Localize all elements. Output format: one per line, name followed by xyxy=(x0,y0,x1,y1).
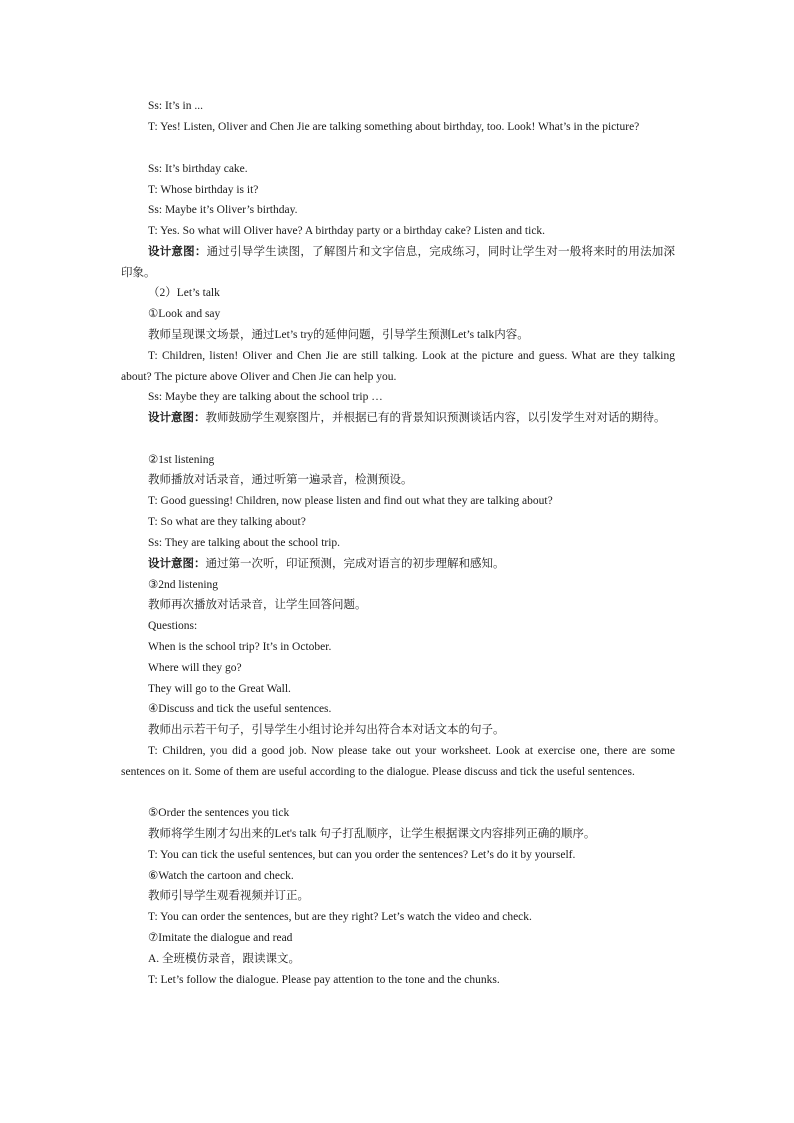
text-line: Ss: Maybe they are talking about the school trip … xyxy=(148,391,383,403)
text-line: 教师呈现课文场景，通过Let’s try的延伸问题，引导学生预测Let’s talk内容。 xyxy=(148,329,529,341)
text-paragraph: T: Children, you did a good job. Now please take out your worksheet. Look at exercise one, there are some sentences on it. Some of them are useful according to the dialogue. Please discuss and tick the useful sentences. xyxy=(121,745,675,778)
text-paragraph: T: Yes! Listen, Oliver and Chen Jie are talking something about birthday, too. Look! What’s in the picture? xyxy=(148,121,640,133)
section-heading: （2）Let’s talk xyxy=(148,287,220,299)
text-line: T: Good guessing! Children, now please listen and find out what they are talking about? xyxy=(148,495,553,507)
text-line: Ss: Maybe it’s Oliver’s birthday. xyxy=(148,204,298,216)
text-line: They will go to the Great Wall. xyxy=(148,683,291,695)
step-title: ④Discuss and tick the useful sentences. xyxy=(148,703,332,715)
step-title: ①Look and say xyxy=(148,308,221,320)
text-line: T: You can order the sentences, but are they right? Let’s watch the video and check. xyxy=(148,911,532,923)
step-title: ⑦Imitate the dialogue and read xyxy=(148,932,293,944)
design-intent-label: 设计意图： xyxy=(148,412,206,424)
design-intent-text: 通过引导学生读图，了解图片和文字信息，完成练习，同时让学生对一般将来时的用法加深印象。 xyxy=(121,246,676,279)
design-intent-text: 通过第一次听，印证预测，完成对语言的初步理解和感知。 xyxy=(205,558,505,570)
text-line: 教师播放对话录音，通过听第一遍录音，检测预设。 xyxy=(148,474,413,486)
design-intent-label: 设计意图： xyxy=(148,558,206,570)
design-intent-text: 教师鼓励学生观察图片，并根据已有的背景知识预测谈话内容，以引发学生对对话的期待。 xyxy=(205,412,666,424)
text-line: T: Let’s follow the dialogue. Please pay attention to the tone and the chunks. xyxy=(148,974,500,986)
design-intent-paragraph xyxy=(121,242,675,284)
text-line: Ss: It’s birthday cake. xyxy=(148,163,248,175)
text-line: T: You can tick the useful sentences, but can you order the sentences? Let’s do it by yourself. xyxy=(148,849,576,861)
text-line: A. 全班模仿录音，跟读课文。 xyxy=(148,953,301,965)
design-intent-paragraph xyxy=(121,408,675,429)
text-line: 教师引导学生观看视频并订正。 xyxy=(148,890,309,902)
text-line: T: So what are they talking about? xyxy=(148,516,306,528)
step-title: ②1st listening xyxy=(148,454,215,466)
text-paragraph: T: Children, listen! Oliver and Chen Jie are still talking. Look at the picture and guess. What are they talking about? The picture above Oliver and Chen Jie can help you. xyxy=(121,350,675,383)
text-line: T: Yes. So what will Oliver have? A birthday party or a birthday cake? Listen and tick. xyxy=(148,225,546,237)
text-line: Ss: It’s in ... xyxy=(148,100,203,112)
text-line: 教师再次播放对话录音，让学生回答问题。 xyxy=(148,599,367,611)
text-line: Ss: They are talking about the school trip. xyxy=(148,537,341,549)
text-line: Where will they go? xyxy=(148,662,242,674)
design-intent-label: 设计意图： xyxy=(148,246,207,258)
text-line: T: Whose birthday is it? xyxy=(148,184,259,196)
text-line: Questions: xyxy=(148,620,198,632)
design-intent-paragraph xyxy=(121,554,675,575)
text-line: 教师将学生刚才勾出来的Let's talk 句子打乱顺序，让学生根据课文内容排列正确的顺序。 xyxy=(148,828,596,840)
text-line: 教师出示若干句子，引导学生小组讨论并勾出符合本对话文本的句子。 xyxy=(148,724,505,736)
step-title: ③2nd listening xyxy=(148,579,219,591)
step-title: ⑥Watch the cartoon and check. xyxy=(148,870,294,882)
step-title: ⑤Order the sentences you tick xyxy=(148,807,290,819)
text-line: When is the school trip? It’s in October. xyxy=(148,641,332,653)
